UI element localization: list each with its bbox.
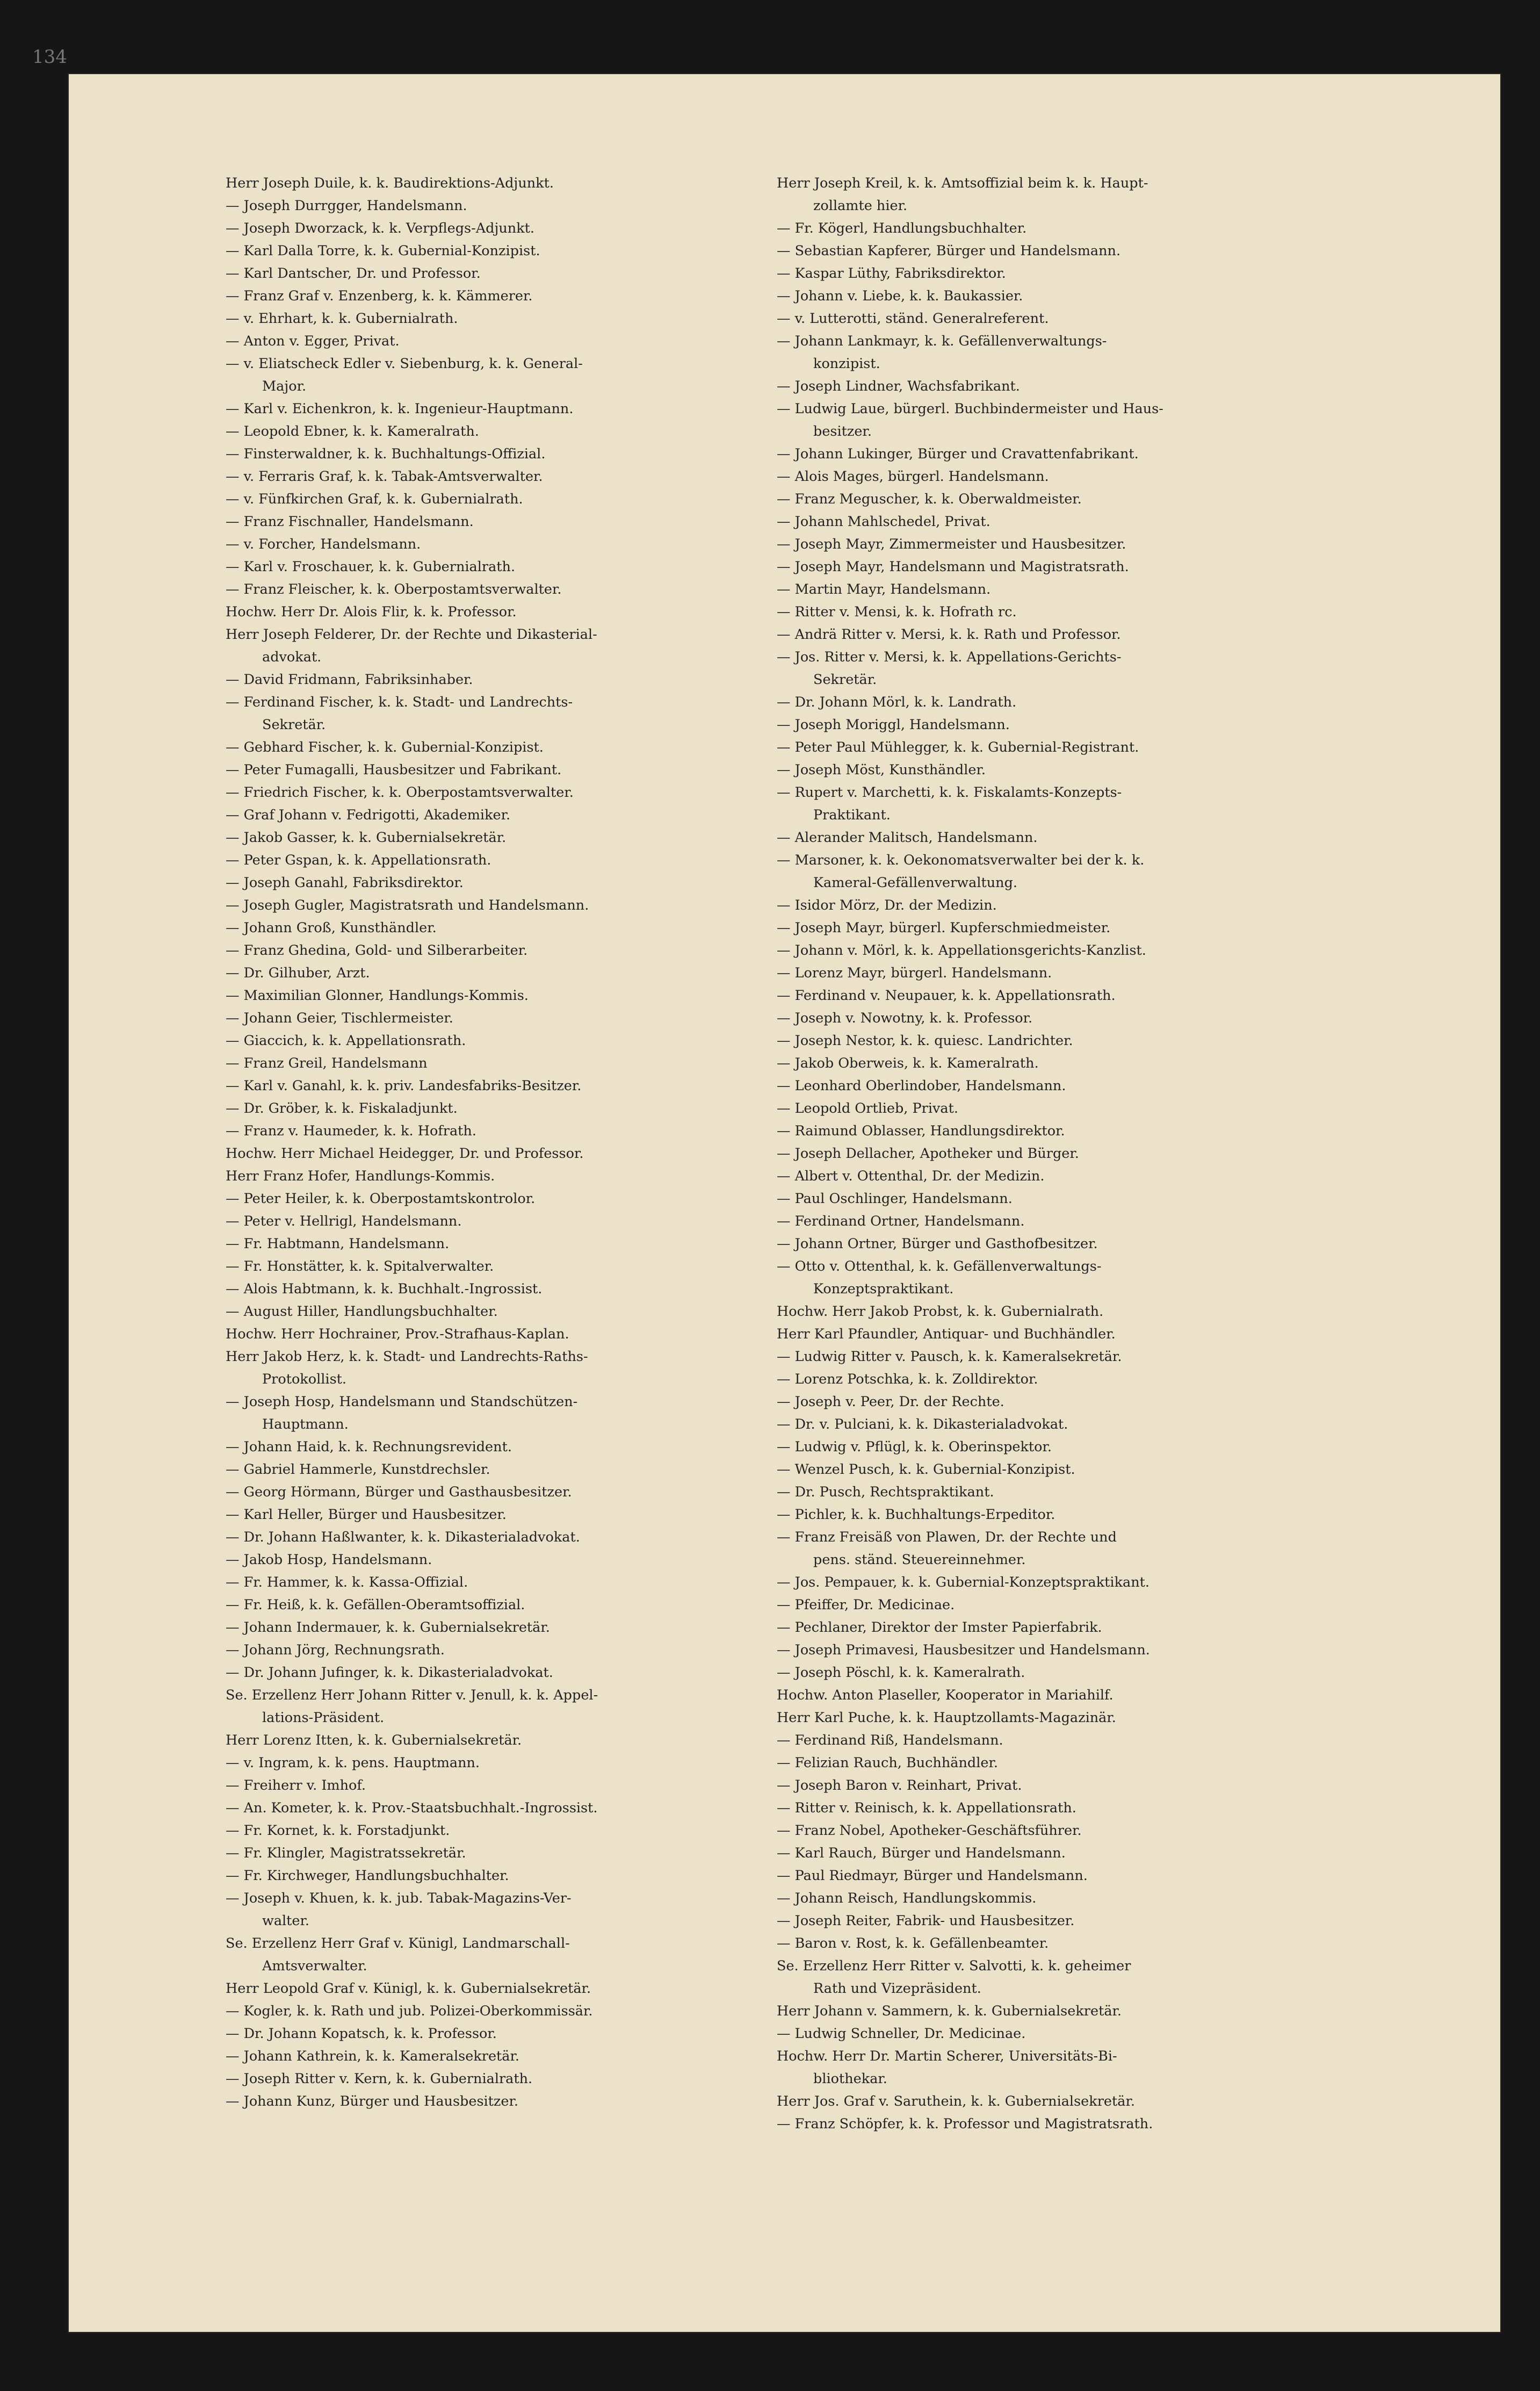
list-entry: — Baron v. Rost, k. k. Gefällenbeamter. bbox=[777, 1935, 1049, 1951]
list-entry: — Pichler, k. k. Buchhaltungs-Erpeditor. bbox=[777, 1507, 1055, 1523]
list-entry: — Joseph Nestor, k. k. quiesc. Landrichter. bbox=[777, 1033, 1073, 1049]
list-entry: — Isidor Mörz, Dr. der Medizin. bbox=[777, 897, 997, 913]
entry-continuation: Rath und Vizepräsident. bbox=[813, 1981, 981, 1997]
list-entry: Hochw. Herr Michael Heidegger, Dr. und Professor. bbox=[226, 1146, 584, 1162]
list-entry: — Fr. Klingler, Magistratssekretär. bbox=[226, 1845, 466, 1861]
list-entry: Herr Joseph Felderer, Dr. der Rechte und Dikasterial- bbox=[226, 626, 597, 643]
list-entry: — Franz Greil, Handelsmann bbox=[226, 1055, 428, 1071]
list-entry: — Raimund Oblasser, Handlungsdirektor. bbox=[777, 1123, 1065, 1139]
list-entry: — Franz Ghedina, Gold- und Silberarbeiter. bbox=[226, 942, 528, 959]
list-entry: — Dr. Johann Jufinger, k. k. Dikasterialadvokat. bbox=[226, 1665, 553, 1681]
list-entry: — Alerander Malitsch, Handelsmann. bbox=[777, 830, 1038, 846]
list-entry: — Johann Ortner, Bürger und Gasthofbesitzer. bbox=[777, 1236, 1098, 1252]
list-entry: — Joseph Mayr, Handelsmann und Magistratsrath. bbox=[777, 559, 1129, 575]
list-entry: — Peter Heiler, k. k. Oberpostamtskontrolor. bbox=[226, 1191, 536, 1207]
list-entry: — Fr. Kögerl, Handlungsbuchhalter. bbox=[777, 220, 1027, 236]
entry-continuation: Praktikant. bbox=[813, 807, 891, 823]
entry-continuation: Major. bbox=[262, 378, 307, 394]
list-entry: — v. Ferraris Graf, k. k. Tabak-Amtsverwalter. bbox=[226, 469, 543, 485]
list-entry: Herr Joseph Duile, k. k. Baudirektions-Adjunkt. bbox=[226, 175, 554, 191]
list-entry: — Johann Reisch, Handlungskommis. bbox=[777, 1890, 1037, 1906]
list-entry: — Ludwig Laue, bürgerl. Buchbindermeister und Haus- bbox=[777, 401, 1163, 417]
list-entry: — Franz Fleischer, k. k. Oberpostamtsverwalter. bbox=[226, 581, 562, 597]
list-entry: — Paul Oschlinger, Handelsmann. bbox=[777, 1191, 1013, 1207]
entry-continuation: Sekretär. bbox=[813, 672, 877, 688]
entry-continuation: besitzer. bbox=[813, 423, 872, 440]
left-column bbox=[226, 172, 782, 2113]
list-entry: — Georg Hörmann, Bürger und Gasthausbesitzer. bbox=[226, 1484, 572, 1500]
list-entry: — Ferdinand Riß, Handelsmann. bbox=[777, 1732, 1003, 1748]
list-entry: — Anton v. Egger, Privat. bbox=[226, 333, 400, 349]
list-entry: — v. Lutterotti, ständ. Generalreferent. bbox=[777, 311, 1049, 327]
entry-continuation: Kameral-Gefällenverwaltung. bbox=[813, 875, 1018, 891]
list-entry: — Ferdinand Fischer, k. k. Stadt- und Landrechts- bbox=[226, 694, 573, 710]
list-entry: — Leonhard Oberlindober, Handelsmann. bbox=[777, 1078, 1066, 1094]
list-entry: — Joseph v. Nowotny, k. k. Professor. bbox=[777, 1010, 1033, 1026]
list-entry: — Fr. Honstätter, k. k. Spitalverwalter. bbox=[226, 1258, 494, 1274]
list-entry: — v. Eliatscheck Edler v. Siebenburg, k. k. General- bbox=[226, 356, 583, 372]
list-entry: — An. Kometer, k. k. Prov.-Staatsbuchhalt.-Ingrossist. bbox=[226, 1800, 598, 1816]
entry-continuation: zollamte hier. bbox=[813, 198, 908, 214]
list-entry: — Ritter v. Reinisch, k. k. Appellationsrath. bbox=[777, 1800, 1076, 1816]
list-entry: — Fr. Kirchweger, Handlungsbuchhalter. bbox=[226, 1868, 509, 1884]
list-entry: — Joseph Ganahl, Fabriksdirektor. bbox=[226, 875, 464, 891]
list-entry: Se. Erzellenz Herr Graf v. Künigl, Landmarschall- bbox=[226, 1935, 570, 1951]
list-entry: — Johann Indermauer, k. k. Gubernialsekretär. bbox=[226, 1619, 550, 1636]
list-entry: — Ludwig v. Pflügl, k. k. Oberinspektor. bbox=[777, 1439, 1052, 1455]
list-entry: — Fr. Hammer, k. k. Kassa-Offizial. bbox=[226, 1574, 468, 1590]
list-entry: — Gabriel Hammerle, Kunstdrechsler. bbox=[226, 1461, 490, 1478]
list-entry: — v. Forcher, Handelsmann. bbox=[226, 536, 421, 552]
list-entry: — Dr. Johann Haßlwanter, k. k. Dikasterialadvokat. bbox=[226, 1529, 580, 1545]
list-entry: Hochw. Herr Dr. Martin Scherer, Universitäts-Bi- bbox=[777, 2048, 1117, 2064]
list-entry: — Fr. Heiß, k. k. Gefällen-Oberamtsoffizial. bbox=[226, 1597, 525, 1613]
list-entry: — Rupert v. Marchetti, k. k. Fiskalamts-Konzepts- bbox=[777, 784, 1122, 801]
entry-continuation: konzipist. bbox=[813, 356, 880, 372]
list-entry: — Felizian Rauch, Buchhändler. bbox=[777, 1755, 998, 1771]
list-entry: — Joseph Möst, Kunsthändler. bbox=[777, 762, 986, 778]
list-entry: — Sebastian Kapferer, Bürger und Handelsmann. bbox=[777, 243, 1121, 259]
list-entry: — Karl Heller, Bürger und Hausbesitzer. bbox=[226, 1507, 507, 1523]
list-entry: Herr Johann v. Sammern, k. k. Gubernialsekretär. bbox=[777, 2003, 1122, 2019]
list-entry: — Jos. Pempauer, k. k. Gubernial-Konzeptspraktikant. bbox=[777, 1574, 1150, 1590]
list-entry: — Johann v. Liebe, k. k. Baukassier. bbox=[777, 288, 1023, 304]
list-entry: — Franz Nobel, Apotheker-Geschäftsführer. bbox=[777, 1823, 1082, 1839]
list-entry: — Peter Fumagalli, Hausbesitzer und Fabrikant. bbox=[226, 762, 562, 778]
list-entry: — Johann v. Mörl, k. k. Appellationsgerichts-Kanzlist. bbox=[777, 942, 1146, 959]
list-entry: — Joseph Durrgger, Handelsmann. bbox=[226, 198, 467, 214]
list-entry: — Marsoner, k. k. Oekonomatsverwalter bei der k. k. bbox=[777, 852, 1145, 868]
list-entry: — Johann Mahlschedel, Privat. bbox=[777, 514, 990, 530]
list-entry: Se. Erzellenz Herr Johann Ritter v. Jenull, k. k. Appel- bbox=[226, 1687, 598, 1703]
list-entry: — Fr. Habtmann, Handelsmann. bbox=[226, 1236, 450, 1252]
list-entry: — Joseph Pöschl, k. k. Kameralrath. bbox=[777, 1665, 1025, 1681]
list-entry: — Jakob Gasser, k. k. Gubernialsekretär. bbox=[226, 830, 507, 846]
list-entry: — Leopold Ebner, k. k. Kameralrath. bbox=[226, 423, 479, 440]
list-entry: — Albert v. Ottenthal, Dr. der Medizin. bbox=[777, 1168, 1045, 1184]
list-entry: — Joseph Primavesi, Hausbesitzer und Handelsmann. bbox=[777, 1642, 1150, 1658]
list-entry: — Johann Groß, Kunsthändler. bbox=[226, 920, 437, 936]
list-entry: — Johann Lankmayr, k. k. Gefällenverwaltungs- bbox=[777, 333, 1107, 349]
list-entry: — Franz Meguscher, k. k. Oberwaldmeister. bbox=[777, 491, 1082, 507]
list-entry: — Franz Freisäß von Plawen, Dr. der Rechte und bbox=[777, 1529, 1117, 1545]
list-entry: — Dr. Pusch, Rechtspraktikant. bbox=[777, 1484, 994, 1500]
list-entry: Hochw. Herr Jakob Probst, k. k. Gubernialrath. bbox=[777, 1303, 1104, 1320]
list-entry: — Kaspar Lüthy, Fabriksdirektor. bbox=[777, 265, 1006, 282]
list-entry: — August Hiller, Handlungsbuchhalter. bbox=[226, 1303, 498, 1320]
list-entry: — v. Ingram, k. k. pens. Hauptmann. bbox=[226, 1755, 480, 1771]
list-entry: — Paul Riedmayr, Bürger und Handelsmann. bbox=[777, 1868, 1088, 1884]
list-entry: — Gebhard Fischer, k. k. Gubernial-Konzipist. bbox=[226, 739, 544, 755]
list-entry: — Andrä Ritter v. Mersi, k. k. Rath und Professor. bbox=[777, 626, 1121, 643]
list-entry: — Joseph Mayr, Zimmermeister und Hausbesitzer. bbox=[777, 536, 1126, 552]
list-entry: — Joseph v. Khuen, k. k. jub. Tabak-Magazins-Ver- bbox=[226, 1890, 572, 1906]
right-column bbox=[777, 172, 1333, 2135]
list-entry: — Jakob Hosp, Handelsmann. bbox=[226, 1552, 432, 1568]
list-entry: — Ferdinand Ortner, Handelsmann. bbox=[777, 1213, 1025, 1229]
entry-continuation: Sekretär. bbox=[262, 717, 326, 733]
list-entry: — Finsterwaldner, k. k. Buchhaltungs-Offizial. bbox=[226, 446, 546, 462]
list-entry: — Jos. Ritter v. Mersi, k. k. Appellations-Gerichts- bbox=[777, 649, 1122, 665]
list-entry: Hochw. Herr Dr. Alois Flir, k. k. Professor. bbox=[226, 604, 517, 620]
list-entry: Se. Erzellenz Herr Ritter v. Salvotti, k. k. geheimer bbox=[777, 1958, 1131, 1974]
list-entry: — Joseph Dworzack, k. k. Verpflegs-Adjunkt. bbox=[226, 220, 535, 236]
list-entry: — Maximilian Glonner, Handlungs-Kommis. bbox=[226, 988, 529, 1004]
list-entry: Herr Leopold Graf v. Künigl, k. k. Gubernialsekretär. bbox=[226, 1981, 591, 1997]
list-entry: Herr Joseph Kreil, k. k. Amtsoffizial beim k. k. Haupt- bbox=[777, 175, 1148, 191]
list-entry: — Karl Dalla Torre, k. k. Gubernial-Konzipist. bbox=[226, 243, 540, 259]
list-entry: Hochw. Anton Plaseller, Kooperator in Mariahilf. bbox=[777, 1687, 1114, 1703]
list-entry: — Otto v. Ottenthal, k. k. Gefällenverwaltungs- bbox=[777, 1258, 1102, 1274]
list-entry: — Karl Rauch, Bürger und Handelsmann. bbox=[777, 1845, 1066, 1861]
entry-continuation: Hauptmann. bbox=[262, 1416, 349, 1432]
list-entry: — Johann Geier, Tischlermeister. bbox=[226, 1010, 453, 1026]
list-entry: — Leopold Ortlieb, Privat. bbox=[777, 1100, 958, 1117]
entry-continuation: bliothekar. bbox=[813, 2071, 887, 2087]
list-entry: — Franz Schöpfer, k. k. Professor und Magistratsrath. bbox=[777, 2116, 1153, 2132]
entry-continuation: Konzeptspraktikant. bbox=[813, 1281, 954, 1297]
list-entry: — Johann Jörg, Rechnungsrath. bbox=[226, 1642, 445, 1658]
list-entry: — Johann Kathrein, k. k. Kameralsekretär. bbox=[226, 2048, 520, 2064]
entry-continuation: advokat. bbox=[262, 649, 322, 665]
list-entry: — Joseph Ritter v. Kern, k. k. Gubernialrath. bbox=[226, 2071, 533, 2087]
entry-continuation: lations-Präsident. bbox=[262, 1710, 385, 1726]
list-entry: — Joseph Gugler, Magistratsrath und Handelsmann. bbox=[226, 897, 589, 913]
list-entry: — Karl v. Ganahl, k. k. priv. Landesfabriks-Besitzer. bbox=[226, 1078, 582, 1094]
list-entry: — Joseph Mayr, bürgerl. Kupferschmiedmeister. bbox=[777, 920, 1111, 936]
list-entry: — Ferdinand v. Neupauer, k. k. Appellationsrath. bbox=[777, 988, 1116, 1004]
list-entry: Herr Karl Puche, k. k. Hauptzollamts-Magazinär. bbox=[777, 1710, 1116, 1726]
list-entry: — Freiherr v. Imhof. bbox=[226, 1777, 366, 1794]
list-entry: — Karl v. Eichenkron, k. k. Ingenieur-Hauptmann. bbox=[226, 401, 574, 417]
list-entry: — Alois Habtmann, k. k. Buchhalt.-Ingrossist. bbox=[226, 1281, 543, 1297]
entry-continuation: Protokollist. bbox=[262, 1371, 347, 1387]
list-entry: — Karl v. Froschauer, k. k. Gubernialrath. bbox=[226, 559, 516, 575]
list-entry: Herr Karl Pfaundler, Antiquar- und Buchhändler. bbox=[777, 1326, 1116, 1342]
list-entry: — Graf Johann v. Fedrigotti, Akademiker. bbox=[226, 807, 511, 823]
list-entry: — Lorenz Mayr, bürgerl. Handelsmann. bbox=[777, 965, 1052, 981]
list-entry: — Lorenz Potschka, k. k. Zolldirektor. bbox=[777, 1371, 1038, 1387]
list-entry: — Joseph v. Peer, Dr. der Rechte. bbox=[777, 1394, 1004, 1410]
list-entry: — Joseph Lindner, Wachsfabrikant. bbox=[777, 378, 1020, 394]
list-entry: — Alois Mages, bürgerl. Handelsmann. bbox=[777, 469, 1049, 485]
list-entry: — Joseph Moriggl, Handelsmann. bbox=[777, 717, 1010, 733]
list-entry: — Peter Paul Mühlegger, k. k. Gubernial-Registrant. bbox=[777, 739, 1139, 755]
list-entry: — Franz v. Haumeder, k. k. Hofrath. bbox=[226, 1123, 476, 1139]
list-entry: — Peter Gspan, k. k. Appellationsrath. bbox=[226, 852, 491, 868]
entry-continuation: Amtsverwalter. bbox=[262, 1958, 367, 1974]
list-entry: — Kogler, k. k. Rath und jub. Polizei-Oberkommissär. bbox=[226, 2003, 593, 2019]
list-entry: — v. Fünfkirchen Graf, k. k. Gubernialrath. bbox=[226, 491, 523, 507]
entry-continuation: walter. bbox=[262, 1913, 310, 1929]
list-entry: Herr Franz Hofer, Handlungs-Kommis. bbox=[226, 1168, 495, 1184]
list-entry: — Dr. Johann Kopatsch, k. k. Professor. bbox=[226, 2026, 497, 2042]
list-entry: — Friedrich Fischer, k. k. Oberpostamtsverwalter. bbox=[226, 784, 574, 801]
list-entry: — Martin Mayr, Handelsmann. bbox=[777, 581, 991, 597]
list-entry: Herr Lorenz Itten, k. k. Gubernialsekretär. bbox=[226, 1732, 522, 1748]
list-entry: — Peter v. Hellrigl, Handelsmann. bbox=[226, 1213, 462, 1229]
list-entry: Herr Jakob Herz, k. k. Stadt- und Landrechts-Raths- bbox=[226, 1349, 588, 1365]
list-entry: — Johann Kunz, Bürger und Hausbesitzer. bbox=[226, 2093, 518, 2109]
list-entry: — Joseph Reiter, Fabrik- und Hausbesitzer. bbox=[777, 1913, 1075, 1929]
list-entry: — Joseph Dellacher, Apotheker und Bürger. bbox=[777, 1146, 1079, 1162]
list-entry: — Pechlaner, Direktor der Imster Papierfabrik. bbox=[777, 1619, 1102, 1636]
entry-continuation: pens. ständ. Steuereinnehmer. bbox=[813, 1552, 1026, 1568]
list-entry: — Joseph Baron v. Reinhart, Privat. bbox=[777, 1777, 1022, 1794]
list-entry: — Joseph Hosp, Handelsmann und Standschützen- bbox=[226, 1394, 578, 1410]
list-entry: — Jakob Oberweis, k. k. Kameralrath. bbox=[777, 1055, 1039, 1071]
list-entry: — Pfeiffer, Dr. Medicinae. bbox=[777, 1597, 955, 1613]
list-entry: — Fr. Kornet, k. k. Forstadjunkt. bbox=[226, 1823, 450, 1839]
list-entry: — Ritter v. Mensi, k. k. Hofrath rc. bbox=[777, 604, 1017, 620]
list-entry: — Dr. Johann Mörl, k. k. Landrath. bbox=[777, 694, 1017, 710]
page-number: 134 bbox=[32, 46, 67, 68]
list-entry: — Dr. v. Pulciani, k. k. Dikasterialadvokat. bbox=[777, 1416, 1068, 1432]
list-entry: — Franz Graf v. Enzenberg, k. k. Kämmerer. bbox=[226, 288, 533, 304]
list-entry: — Dr. Gilhuber, Arzt. bbox=[226, 965, 370, 981]
list-entry: — Franz Fischnaller, Handelsmann. bbox=[226, 514, 474, 530]
list-entry: — v. Ehrhart, k. k. Gubernialrath. bbox=[226, 311, 458, 327]
list-entry: — Johann Lukinger, Bürger und Cravattenfabrikant. bbox=[777, 446, 1139, 462]
list-entry: Herr Jos. Graf v. Saruthein, k. k. Gubernialsekretär. bbox=[777, 2093, 1135, 2109]
list-entry: — Karl Dantscher, Dr. und Professor. bbox=[226, 265, 481, 282]
list-entry: — David Fridmann, Fabriksinhaber. bbox=[226, 672, 473, 688]
list-entry: — Wenzel Pusch, k. k. Gubernial-Konzipist. bbox=[777, 1461, 1075, 1478]
list-entry: — Johann Haid, k. k. Rechnungsrevident. bbox=[226, 1439, 512, 1455]
list-entry: Hochw. Herr Hochrainer, Prov.-Strafhaus-Kaplan. bbox=[226, 1326, 569, 1342]
list-entry: — Giaccich, k. k. Appellationsrath. bbox=[226, 1033, 466, 1049]
list-entry: — Ludwig Ritter v. Pausch, k. k. Kameralsekretär. bbox=[777, 1349, 1122, 1365]
list-entry: — Dr. Gröber, k. k. Fiskaladjunkt. bbox=[226, 1100, 458, 1117]
list-entry: — Ludwig Schneller, Dr. Medicinae. bbox=[777, 2026, 1026, 2042]
